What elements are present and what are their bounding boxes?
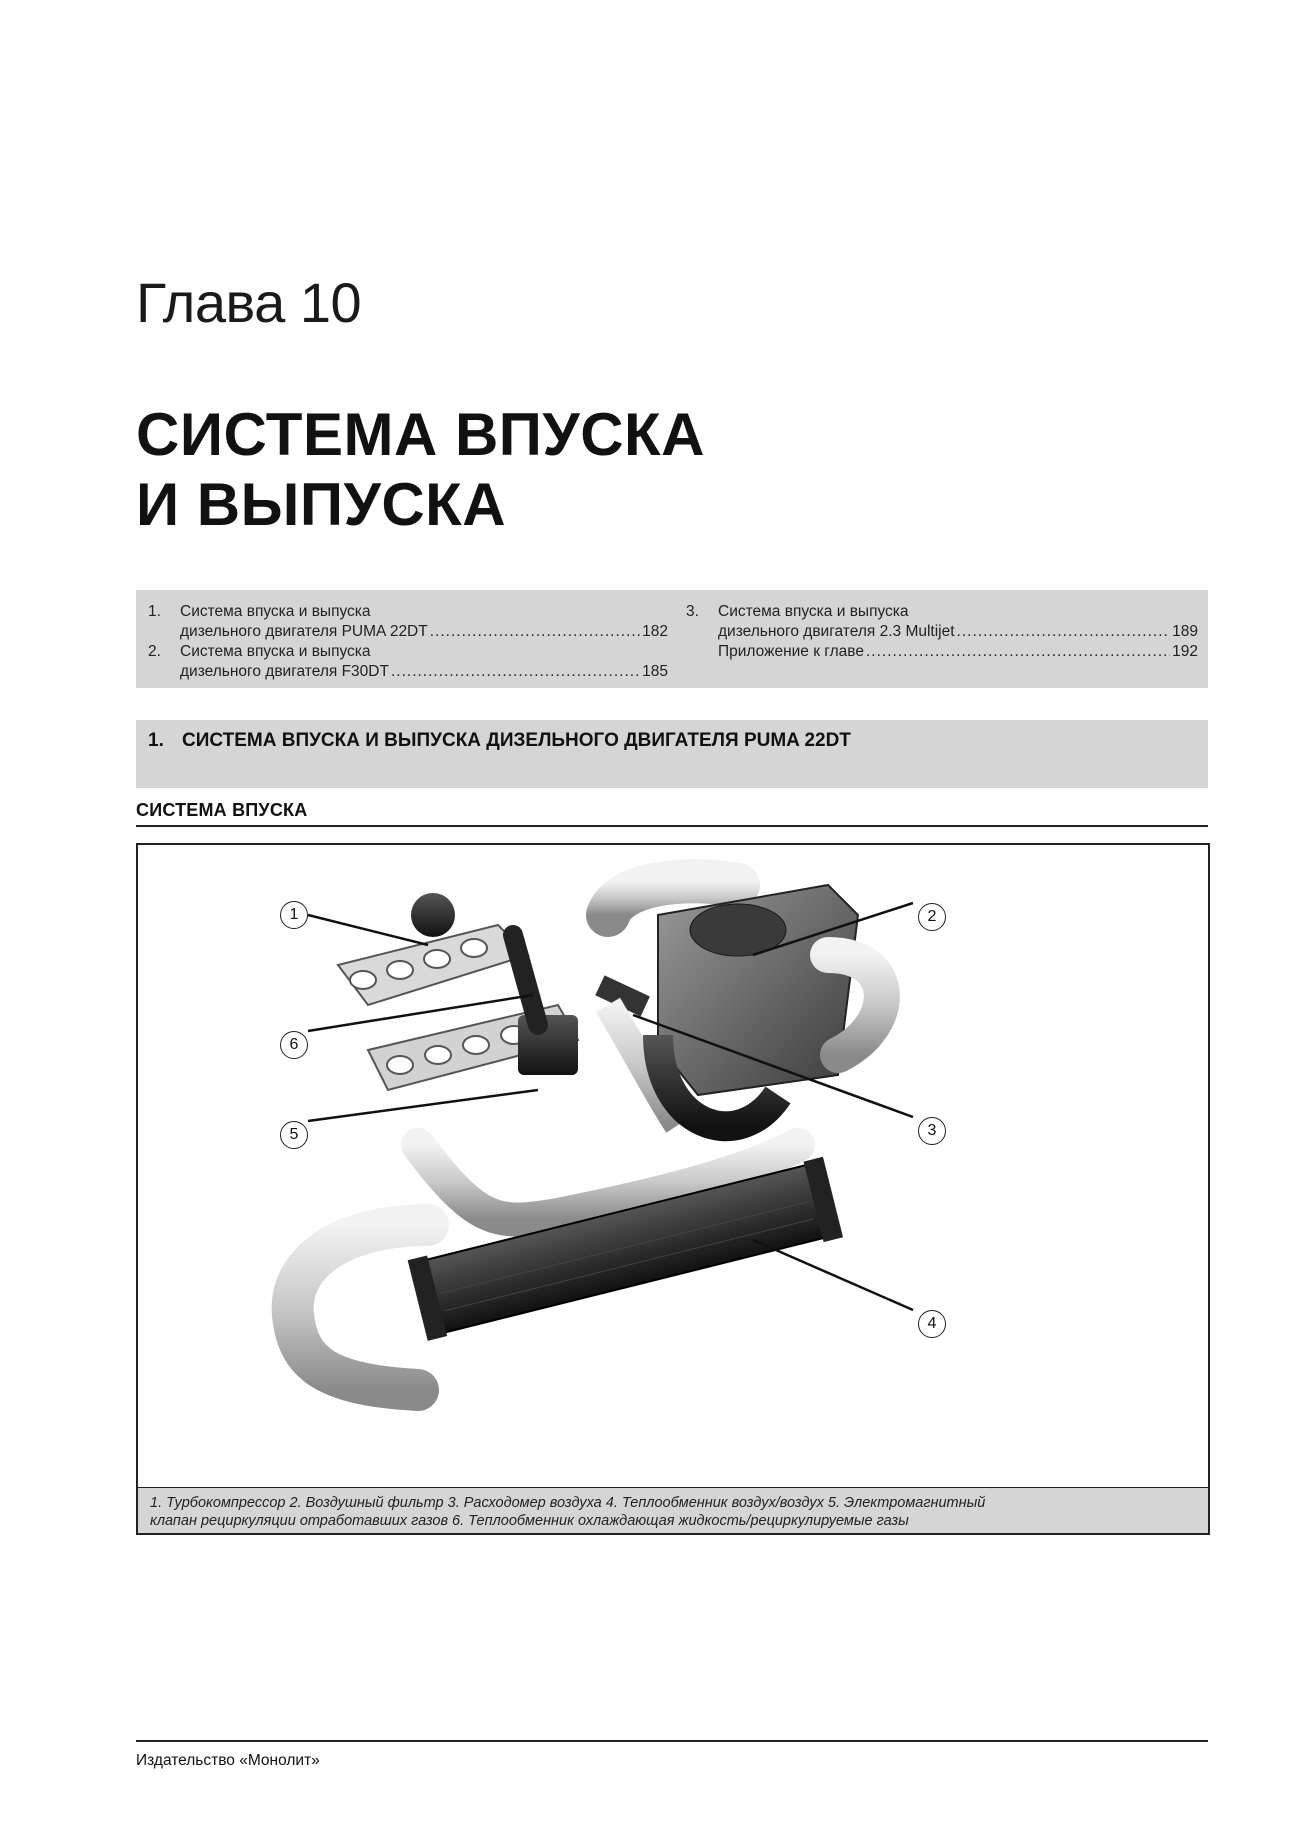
figure-caption bbox=[138, 1487, 1208, 1533]
chapter-title-line-2: И ВЫПУСКА bbox=[136, 471, 507, 538]
toc-entry-number: 3. bbox=[686, 603, 699, 620]
egr-valve bbox=[518, 1015, 578, 1075]
toc-entry-page: 192 bbox=[1172, 643, 1198, 660]
figure-caption-line-2: клапан рециркуляции отработавших газов 6. Теплообменник охлаждающая жидкость/рециркулируемые газы bbox=[150, 1513, 909, 1529]
callout-3: 3 bbox=[918, 1117, 946, 1145]
charge-air-pipe-lower bbox=[293, 1225, 428, 1390]
toc-entry-page: 182 bbox=[642, 623, 668, 640]
toc-column-right bbox=[686, 602, 1198, 662]
chapter-title bbox=[136, 400, 1036, 540]
subsection-rule bbox=[136, 825, 1208, 827]
toc-leader-dots bbox=[866, 642, 1170, 662]
intake-system-figure bbox=[136, 843, 1210, 1535]
toc-entry-title-line1: Система впуска и выпуска bbox=[180, 643, 371, 660]
toc-entry-page: 189 bbox=[1172, 623, 1198, 640]
toc-entry-title-line1: Система впуска и выпуска bbox=[180, 603, 371, 620]
toc-entry-3[interactable] bbox=[686, 602, 1198, 642]
footer-rule bbox=[136, 1740, 1208, 1742]
publisher-footer: Издательство «Монолит» bbox=[136, 1752, 320, 1769]
engine-intake-illustration bbox=[138, 845, 1208, 1487]
toc-entry-title-line2: дизельного двигателя F30DT bbox=[180, 663, 389, 680]
subsection-title: СИСТЕМА ВПУСКА bbox=[136, 800, 308, 820]
toc-leader-dots bbox=[391, 662, 640, 682]
egr-cooler bbox=[513, 935, 538, 1025]
callout-6: 6 bbox=[280, 1031, 308, 1059]
section-number: 1. bbox=[148, 730, 164, 751]
toc-entry-title-line1: Система впуска и выпуска bbox=[718, 603, 909, 620]
table-of-contents bbox=[136, 590, 1208, 688]
toc-leader-dots bbox=[430, 622, 640, 642]
toc-entry-number: 1. bbox=[148, 603, 161, 620]
callout-1: 1 bbox=[280, 901, 308, 929]
callout-2: 2 bbox=[918, 903, 946, 931]
toc-entry-2[interactable] bbox=[148, 642, 668, 682]
toc-leader-dots bbox=[957, 622, 1171, 642]
toc-entry-title-line2: дизельного двигателя 2.3 Multijet bbox=[718, 623, 955, 640]
toc-column-left bbox=[148, 602, 668, 682]
chapter-label: Глава 10 bbox=[136, 271, 362, 334]
callout-4: 4 bbox=[918, 1310, 946, 1338]
section-title: СИСТЕМА ВПУСКА И ВЫПУСКА ДИЗЕЛЬНОГО ДВИГАТЕЛЯ PUMA 22DT bbox=[182, 730, 851, 751]
chapter-title-line-1: СИСТЕМА ВПУСКА bbox=[136, 401, 706, 468]
turbocharger bbox=[411, 893, 455, 937]
toc-entry-1[interactable] bbox=[148, 602, 668, 642]
toc-entry-title-line2: дизельного двигателя PUMA 22DT bbox=[180, 623, 428, 640]
toc-entry-appendix[interactable] bbox=[686, 642, 1198, 662]
callout-5: 5 bbox=[280, 1121, 308, 1149]
figure-caption-line-1: 1. Турбокомпрессор 2. Воздушный фильтр 3. Расходомер воздуха 4. Теплообменник воздух/воздух 5. Электромагнитный bbox=[150, 1495, 986, 1511]
toc-entry-page: 185 bbox=[642, 663, 668, 680]
toc-entry-title: Приложение к главе bbox=[718, 643, 864, 660]
section-heading-bar bbox=[136, 720, 1208, 788]
toc-entry-number: 2. bbox=[148, 643, 161, 660]
